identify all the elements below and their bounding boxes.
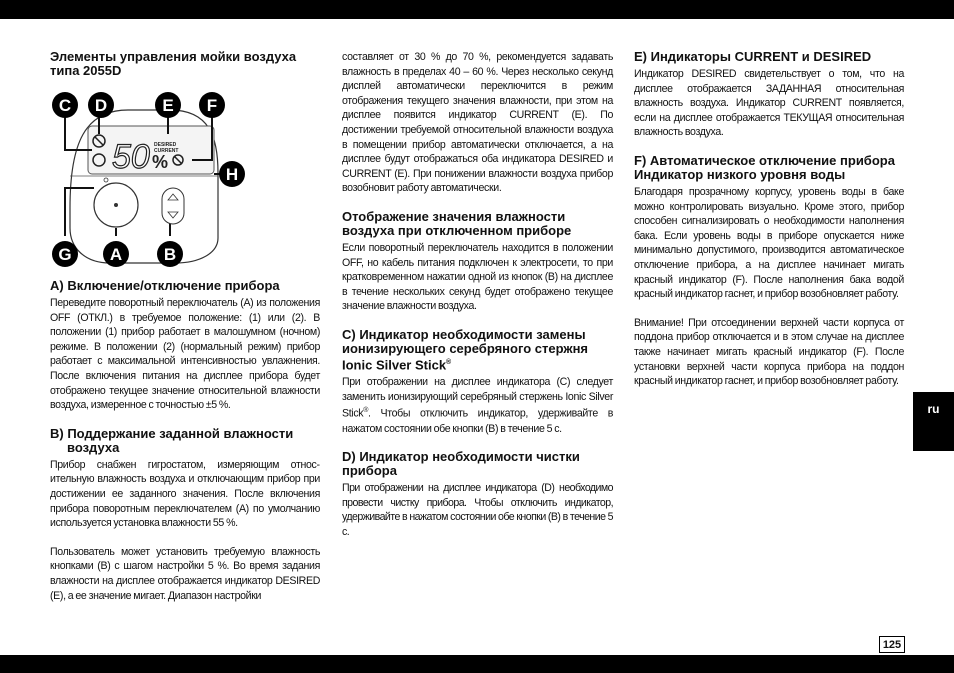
language-tab: ru [913,392,954,451]
section-c-heading: C) Индикатор необходимости замены ионизирующего серебряного стержня Ionic Silver Stick® [342,326,589,373]
section-e-text: Индикатор DESIRED свидетельствует о том, что на дисплее отображается ЗАДАННАЯ относительная влажность воздуха. Индикатор CURRENT появляется, если на дисплее отображается ТЕКУЩАЯ относительная влажность воздуха. [634,68,904,139]
indicator-desired: DESIRED [154,142,177,148]
label-d [88,92,114,118]
section-c-text: При отображении на дисплее индикатора (C) следует заменить ионизирующий серебряный стержень Ionic Silver Stick®. Чтобы отключить индикатор, удерживайте в нажатом состоянии обе кнопки (B) в течение 5 с. [342,376,613,435]
top-bar [0,0,954,19]
svg-text:A: A [109,245,123,264]
svg-text:F: F [206,96,218,115]
section-f-text-1: Благодаря прозрачному корпусу, уровень воды в баке можно контролировать визуально. Кроме этого, прибор способен сигнализировать о необходимости наполнения бака. Если уровень воды в приборе опускается ниже минимально допустимого, производится автоматическое отключение прибора, а на дисплее начинает мигать красный индикатор (F). После наполнения бака водой красный индикатор гаснет, и прибор возобновляет работу. [634,185,904,301]
label-c [52,92,78,118]
indicator-current: CURRENT [154,148,179,154]
section-a-heading: A) Включение/отключение прибора [50,278,280,293]
controls-title: Элементы управления мойки воздуха типа 2055D [50,49,297,78]
section-f-heading: F) Автоматическое отключение прибора Индикатор низкого уровня воды [634,152,895,182]
label-f [199,92,225,118]
section-f-text-2: Внимание! При отсоединении верхней части корпуса от поддона прибор отключается и в этом случае на дисплее также начинает мигать красный индикатор (F). После установки верхней части корпуса прибора на поддон красный индикатор гаснет, и прибор возобновляет работу. [634,316,904,388]
section-d-text: При отображении на дисплее индикатора (D) необходимо провести чистку прибора. Чтобы отключить индикатор, удерживайте в нажатом состоянии обе кнопки (B) в течение 5 с. [342,482,613,538]
section-b-text-2: Пользователь может установить требуемую влажность кнопками (B) с шагом настройки 5 %. Во время задания влажности на дисплее отображается индикатор DESIRED (E), а ее значение мигает. Диапазон настройки [50,545,320,602]
bottom-bar [0,655,954,673]
svg-text:H: H [225,165,239,184]
section-e-heading: E) Индикаторы CURRENT и DESIRED [634,49,872,64]
svg-text:E: E [162,96,174,115]
svg-text:C: C [58,96,72,115]
display-unit: % [152,152,169,172]
section-d-heading: D) Индикатор необходимости чистки прибора [342,449,580,479]
column-3 [634,50,904,389]
section-a-text: Переведите поворотный переключатель (A) из положения OFF (ОТКЛ.) в требуемое положение: (1) или (2). В положении (1) прибор работает в малошумном (ночном) режиме. В положении (2) (нормальный режим) прибор работает с максимальной интенсивностью увлажнения. После включения питания на дисплее прибора будет отображено текущее значение относительной влажности воздуха, измеренное с точностью ±5 %. [50,297,320,412]
section-b-heading: B) Поддержание заданной влажности воздуха [50,425,294,455]
label-h [219,161,245,187]
label-a [103,241,129,267]
controls-diagram [50,88,250,270]
svg-text:G: G [58,245,72,264]
section-off-heading: Отображение значения влажности воздуха при отключенном приборе [342,208,572,238]
section-b-continued: составляет от 30 % до 70 %, рекомендуется задавать влажность в пределах 40 – 60 %. Через несколько секунд дисплей автоматически переключится в режим отображения текущего значения влажности, при этом на дисплее появится индикатор CURRENT (E). По достижении требуемой относительной влажности воздуха в помещении прибор автоматически отключается, а на дисплее будут отображаться оба индикатора DESIRED и CURRENT (E). При понижении влажности воздуха прибор возобновит работу автоматически. [342,51,613,195]
column-1-text [50,279,320,603]
label-g [52,241,78,267]
display-value: 50 [112,138,150,176]
label-e [155,92,181,118]
page-number: 125 [879,636,905,653]
registered-mark: ® [446,358,452,366]
column-1 [50,50,320,78]
section-b-text-1: Прибор снабжен гигростатом, измеряющим относительную влажность воздуха и отключающим прибор при достижении ее заданного значения. После включения прибора поворотным переключателем (A) по умолчанию используется установка влажности 55 %. [50,458,320,530]
label-b [157,241,183,267]
section-off-text: Если поворотный переключатель находится в положении OFF, но кабель питания подключен к электросети, то при кратковременном нажатии одной из кнопок (B) на дисплее в течение нескольких секунд будет отображено текущее значение влажности воздуха. [342,241,613,313]
column-2 [342,50,613,540]
svg-text:B: B [163,245,177,264]
svg-text:D: D [94,96,108,115]
